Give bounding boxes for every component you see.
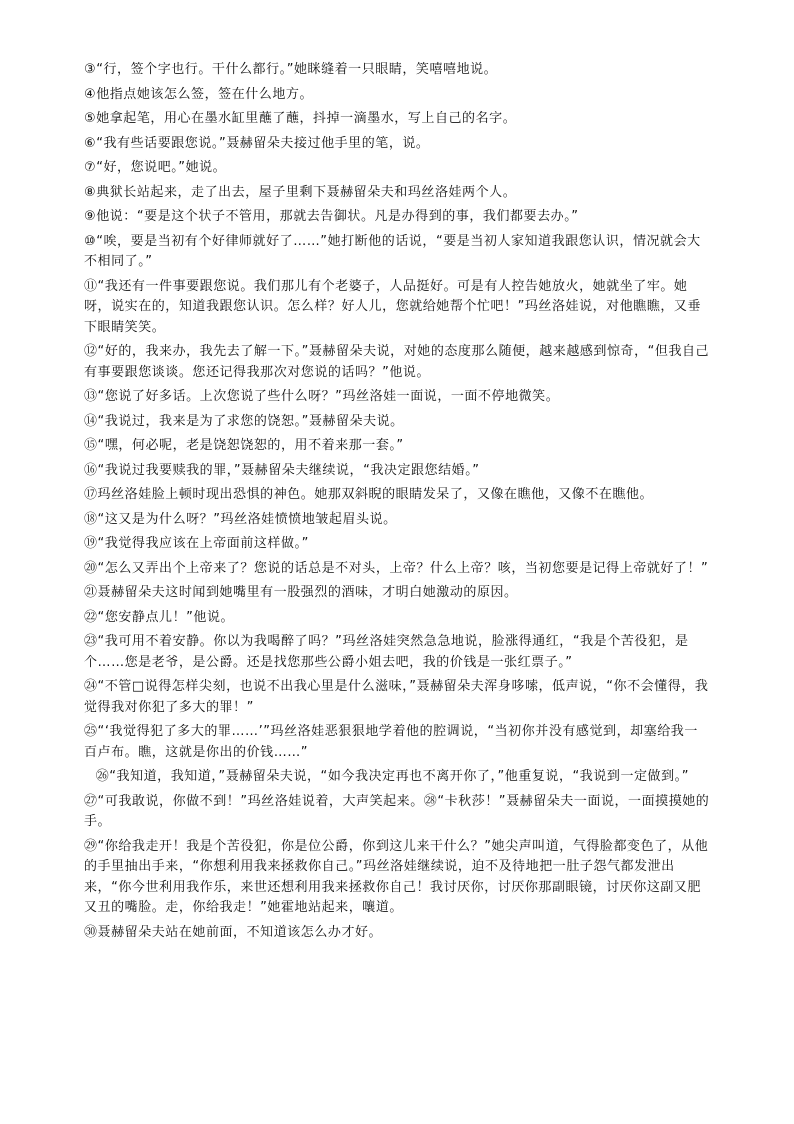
paragraph-p09: ⑨他说：“要是这个状子不管用，那就去告御状。凡是办得到的事，我们都要去办。”	[84, 209, 579, 224]
paragraph-p12: ⑫“好的，我来办，我先去了解一下。”聂赫留朵夫说，对她的态度那么随便，越来越感到惊奇，“但我自己有事要跟您谈谈。您还记得我那次对您说的话吗？”他说。	[84, 344, 710, 380]
paragraph-p10: ⑩“唉，要是当初有个好律师就好了……”她打断他的话说，“要是当初人家知道我跟您认识，情况就会大不相同了。”	[84, 233, 701, 269]
paragraph-p27: ㉗“可我敢说，你做不到！”玛丝洛娃说着，大声笑起来。㉘“卡秋莎！”聂赫留朵夫一面说，一面摸摸她的手。	[84, 793, 710, 829]
paragraph-p21: ㉑聂赫留朵夫这时闻到她嘴里有一股强烈的酒味，才明白她激动的原因。	[84, 585, 518, 600]
paragraph-p22: ㉒“您安静点儿！”他说。	[84, 609, 235, 625]
paragraph-p11: ⑪“我还有一件事要跟您说。我们那儿有个老婆子，人品挺好。可是有人控告她放火，她就坐了牢。她呀，说实在的，知道我跟您认识。怎么样？好人儿，您就给她帮个忙吧！”玛丝洛娃说，对他瞧瞧，又垂下眼睛笑笑。	[84, 278, 702, 335]
paragraph-p14: ⑭“我说过，我来是为了求您的饶恕。”聂赫留朵夫说。	[84, 413, 404, 429]
paragraph-p16: ⑯“我说过我要赎我的罪，”聂赫留朵夫继续说，“我决定跟您结婚。”	[84, 462, 480, 478]
paragraph-p06: ⑥“我有些话要跟您说。”聂赫留朵夫接过他手里的笔，说。	[84, 135, 430, 151]
paragraph-p26: ㉖“我知道，我知道，”聂赫留朵夫说，“如今我决定再也不离开你了，”他重复说，“我说到一定做到。”	[95, 769, 689, 784]
paragraph-p18: ⑱“这又是为什么呀？”玛丝洛娃愤愤地皱起眉头说。	[84, 511, 397, 527]
paragraph-p17: ⑰玛丝洛娃脸上顿时现出恐惧的神色。她那双斜睨的眼睛发呆了，又像在瞧他，又像不在瞧他。	[84, 487, 654, 502]
paragraph-p24: ㉔“不管□说得怎样尖刻，也说不出我心里是什么滋味，”聂赫留朵夫浑身哆嗦，低声说，“你不会懂得，我觉得我对你犯了多大的罪！”	[84, 679, 709, 715]
paragraph-p03: ③“行，签个字也行。干什么都行。”她眯缝着一只眼睛，笑嘻嘻地说。	[84, 62, 498, 77]
paragraph-p05: ⑤她拿起笔，用心在墨水缸里蘸了蘸，抖掉一滴墨水，写上自己的名字。	[84, 111, 517, 126]
paragraph-p04: ④他指点她该怎么签，签在什么地方。	[84, 86, 314, 102]
paragraph-p20: ⑳“怎么又弄出个上帝来了？您说的话总是不对头，上帝？什么上帝？咳，当初您要是记得上帝就好了！”	[84, 560, 709, 576]
paragraph-p30: ㉚聂赫留朵夫站在她前面，不知道该怎么办才好。	[84, 924, 383, 940]
paragraph-p19: ⑲“我觉得我应该在上帝面前这样做。”	[84, 536, 309, 551]
paragraph-p08: ⑧典狱长站起来，走了出去，屋子里剩下聂赫留朵夫和玛丝洛娃两个人。	[84, 184, 517, 200]
paragraph-p29: ㉙“你给我走开！我是个苦役犯，你是位公爵，你到这儿来干什么？”她尖声叫道，气得脸都变色了，从他的手里抽出手来，“你想利用我来拯救你自己。”玛丝洛娃继续说，迫不及待地把一肚子怨气都发泄出来，“你今世利用我作乐，来世还想利用我来拯救你自己！我讨厌你，讨厌你那副眼镜，讨厌你这副又肥又丑的嘴脸。走，你给我走！”她霍地站起来，嚷道。	[84, 838, 709, 915]
paragraph-p23: ㉓“我可用不着安静。你以为我喝醉了吗？”玛丝洛娃突然急急地说，脸涨得通红，“我是个苦役犯，是个……您是老爷，是公爵。还是找您那些公爵小姐去吧，我的价钱是一张红票子。”	[84, 634, 689, 670]
paragraph-p25: ㉕“‘我觉得犯了多大的罪……’”玛丝洛娃恶狠狠地学着他的腔调说，“当初你并没有感觉到，却塞给我一百卢布。瞧，这就是你出的价钱……”	[84, 724, 698, 760]
paragraph-p15: ⑮“嘿，何必呢，老是饶恕饶恕的，用不着来那一套。”	[84, 438, 404, 453]
paragraph-p07: ⑦“好，您说吧。”她说。	[84, 160, 227, 175]
paragraph-p13: ⑬“您说了好多话。上次您说了些什么呀？”玛丝洛娃一面说，一面不停地微笑。	[84, 389, 560, 404]
